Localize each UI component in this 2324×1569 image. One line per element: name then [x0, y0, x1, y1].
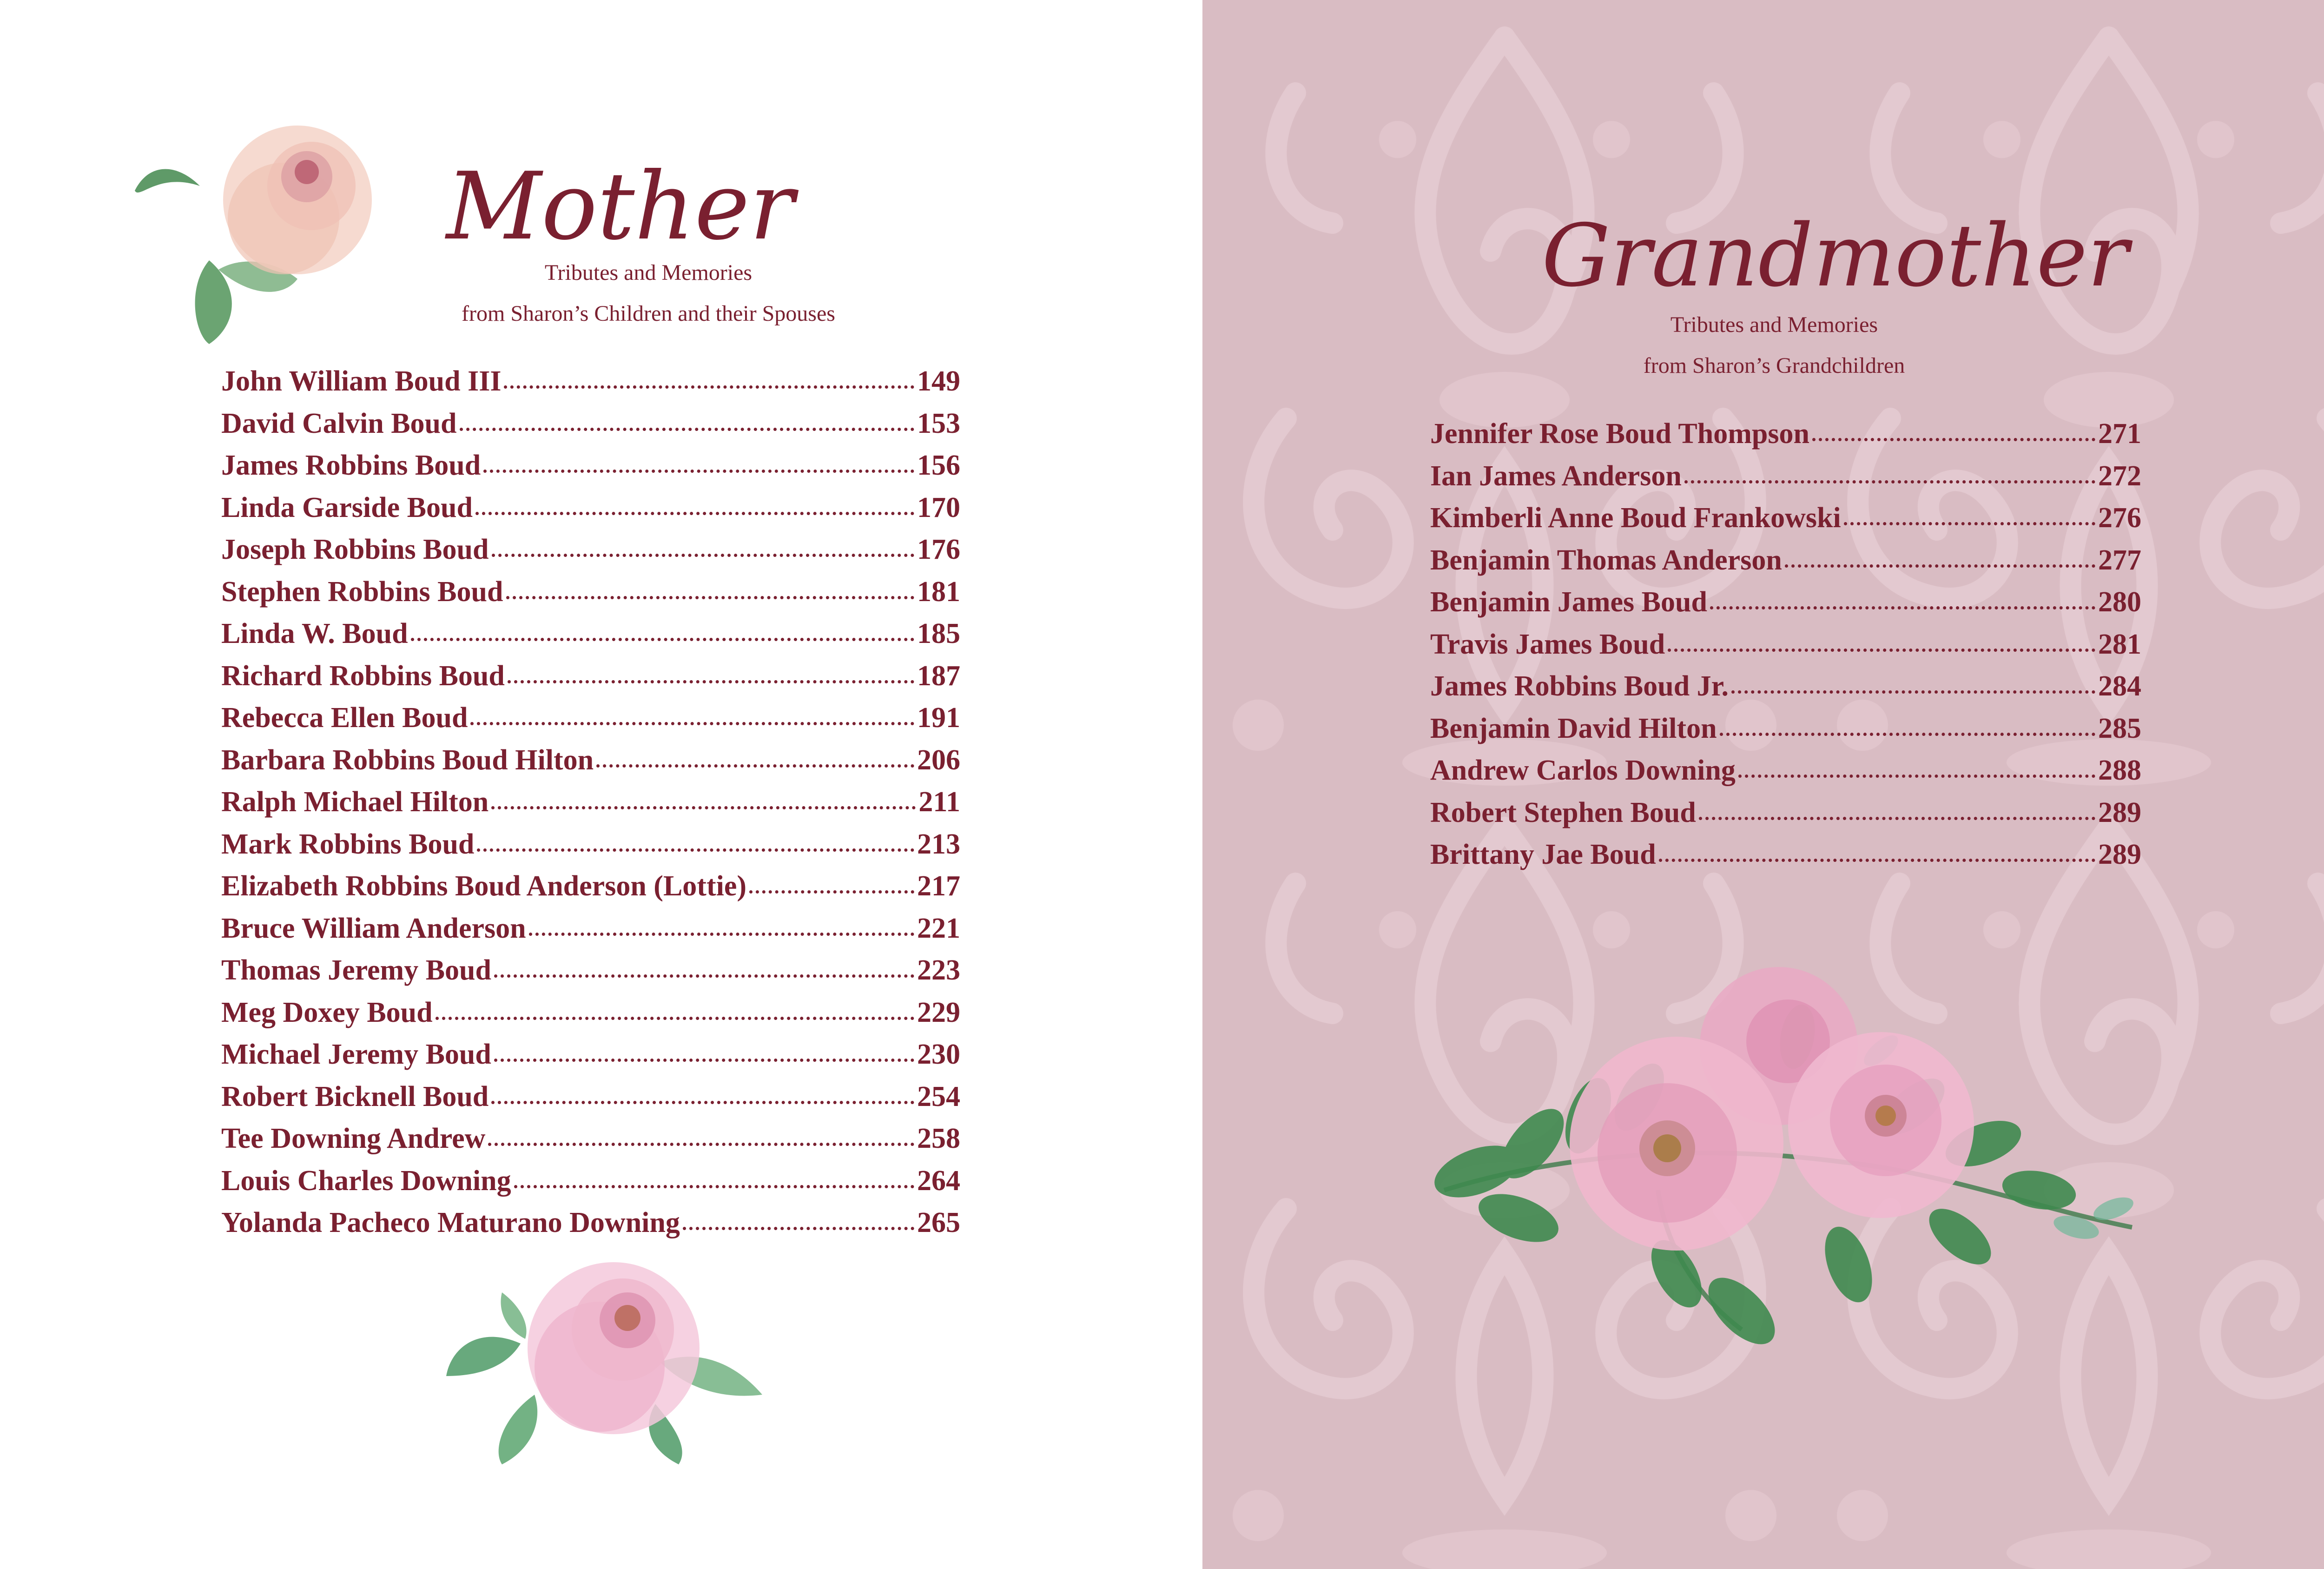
toc-entry-page-number: 149	[917, 365, 960, 397]
toc-entry-page-number: 272	[2098, 460, 2141, 492]
toc-entry	[1430, 623, 2141, 666]
toc-entry-name: Linda W. Boud	[221, 618, 408, 649]
toc-entry-page-number: 221	[917, 912, 960, 944]
toc-entry-name: Brittany Jae Boud	[1430, 839, 1656, 870]
toc-entry-page-number: 170	[917, 491, 960, 523]
toc-entry-page-number: 277	[2098, 544, 2141, 576]
toc-entry-name: David Calvin Boud	[221, 407, 457, 439]
toc-entry	[221, 1076, 960, 1118]
toc-entry	[221, 697, 960, 739]
toc-entry	[221, 360, 960, 403]
toc-entry	[221, 1160, 960, 1202]
toc-entry	[1430, 708, 2141, 750]
toc-entry-name: Elizabeth Robbins Boud Anderson (Lottie)	[221, 870, 746, 902]
toc-entry	[221, 487, 960, 529]
toc-entry-page-number: 265	[917, 1207, 960, 1238]
toc-dot-leader	[470, 722, 914, 725]
toc-entry-page-number: 153	[917, 407, 960, 439]
toc-entry	[221, 444, 960, 487]
toc-entry-name: Jennifer Rose Boud Thompson	[1430, 418, 1809, 450]
toc-entry-name: Richard Robbins Boud	[221, 660, 505, 692]
toc-entry	[1430, 455, 2141, 497]
toc-entry-name: Bruce William Anderson	[221, 912, 526, 944]
toc-entry	[221, 1033, 960, 1076]
grandmother-subtitle-line2: from Sharon’s Grandchildren	[1643, 353, 1905, 378]
toc-entry-name: Joseph Robbins Boud	[221, 534, 489, 565]
toc-entry-name: James Robbins Boud	[221, 450, 481, 481]
toc-dot-leader	[494, 1059, 914, 1062]
toc-entry-page-number: 264	[917, 1165, 960, 1197]
toc-dot-leader	[529, 933, 914, 936]
toc-entry	[1430, 497, 2141, 539]
toc-dot-leader	[1844, 522, 2095, 525]
toc-entry-name: Mark Robbins Boud	[221, 828, 475, 860]
toc-dot-leader	[491, 806, 916, 809]
toc-entry-name: Ian James Anderson	[1430, 460, 1682, 492]
toc-dot-leader	[488, 1143, 914, 1146]
toc-entry-page-number: 284	[2098, 670, 2141, 702]
toc-dot-leader	[491, 1101, 914, 1104]
toc-dot-leader	[1668, 649, 2095, 652]
toc-entry-name: Kimberli Anne Boud Frankowski	[1430, 502, 1841, 534]
toc-dot-leader	[504, 385, 914, 389]
toc-entry	[1430, 834, 2141, 876]
toc-entry	[1430, 792, 2141, 834]
toc-entry-page-number: 285	[2098, 712, 2141, 744]
toc-dot-leader	[477, 848, 914, 852]
toc-entry	[221, 403, 960, 445]
toc-entry-page-number: 289	[2098, 796, 2141, 828]
toc-entry-name: James Robbins Boud Jr.	[1430, 670, 1729, 702]
toc-dot-leader	[436, 1017, 914, 1020]
toc-entry-name: Tee Downing Andrew	[221, 1123, 486, 1154]
grandmother-contents-list	[1430, 413, 2141, 876]
toc-entry	[221, 1202, 960, 1244]
toc-dot-leader	[683, 1227, 914, 1230]
toc-entry-page-number: 156	[917, 450, 960, 481]
toc-entry	[221, 739, 960, 781]
grandmother-subtitle-line1: Tributes and Memories	[1670, 312, 1878, 337]
toc-dot-leader	[506, 596, 915, 599]
toc-entry-page-number: 206	[917, 744, 960, 776]
toc-entry	[221, 949, 960, 992]
toc-entry-name: Ralph Michael Hilton	[221, 786, 489, 818]
peach-rose-with-leaves-icon	[130, 121, 390, 353]
right-page-grandmother	[1202, 0, 2324, 1569]
toc-entry-page-number: 230	[917, 1039, 960, 1070]
toc-entry-page-number: 280	[2098, 586, 2141, 618]
toc-entry-name: Michael Jeremy Boud	[221, 1039, 491, 1070]
toc-entry-page-number: 181	[917, 576, 960, 608]
toc-dot-leader	[596, 764, 914, 768]
toc-entry	[221, 781, 960, 823]
toc-entry-name: Thomas Jeremy Boud	[221, 954, 492, 986]
toc-dot-leader	[1812, 438, 2095, 441]
toc-entry-page-number: 288	[2098, 755, 2141, 786]
toc-entry-name: Robert Stephen Boud	[1430, 796, 1696, 828]
toc-entry-name: Yolanda Pacheco Maturano Downing	[221, 1207, 680, 1238]
toc-entry-name: Andrew Carlos Downing	[1430, 755, 1736, 786]
toc-entry	[1430, 665, 2141, 708]
toc-entry-page-number: 187	[917, 660, 960, 692]
toc-entry-name: John William Boud III	[221, 365, 502, 397]
toc-dot-leader	[494, 974, 914, 978]
toc-dot-leader	[749, 890, 914, 894]
toc-dot-leader	[1738, 775, 2095, 778]
toc-entry-name: Rebecca Ellen Boud	[221, 702, 468, 734]
toc-entry-page-number: 191	[917, 702, 960, 734]
toc-entry-page-number: 276	[2098, 502, 2141, 534]
toc-dot-leader	[1684, 480, 2095, 483]
toc-entry	[221, 1118, 960, 1160]
toc-entry-name: Benjamin Thomas Anderson	[1430, 544, 1782, 576]
toc-entry-page-number: 254	[917, 1080, 960, 1112]
toc-dot-leader	[1785, 564, 2095, 568]
toc-entry-page-number: 271	[2098, 418, 2141, 450]
toc-entry	[221, 992, 960, 1034]
toc-dot-leader	[1710, 606, 2095, 609]
mother-contents-list	[221, 360, 960, 1244]
mother-subtitle-line1: Tributes and Memories	[544, 260, 753, 285]
toc-dot-leader	[508, 680, 914, 683]
toc-entry-page-number: 211	[918, 786, 960, 818]
toc-entry	[1430, 413, 2141, 455]
toc-entry	[1430, 539, 2141, 582]
toc-entry-page-number: 258	[917, 1123, 960, 1154]
toc-dot-leader	[1699, 817, 2095, 820]
toc-entry-name: Barbara Robbins Boud Hilton	[221, 744, 594, 776]
toc-dot-leader	[1659, 859, 2095, 862]
toc-entry-page-number: 223	[917, 954, 960, 986]
toc-entry	[1430, 749, 2141, 792]
toc-entry-name: Benjamin David Hilton	[1430, 712, 1717, 744]
toc-dot-leader	[492, 554, 915, 557]
toc-entry-page-number: 213	[917, 828, 960, 860]
toc-entry-name: Benjamin James Boud	[1430, 586, 1707, 618]
grandmother-title: Grandmother	[1542, 205, 2129, 306]
toc-entry-name: Linda Garside Boud	[221, 491, 473, 523]
toc-entry-name: Meg Doxey Boud	[221, 996, 433, 1028]
toc-entry-name: Stephen Robbins Boud	[221, 576, 503, 608]
toc-entry-page-number: 281	[2098, 628, 2141, 660]
toc-entry-name: Travis James Boud	[1430, 628, 1665, 660]
mother-subtitle-line2: from Sharon’s Children and their Spouses	[462, 301, 835, 326]
toc-entry	[221, 613, 960, 655]
toc-dot-leader	[475, 512, 914, 515]
toc-entry	[1430, 581, 2141, 623]
toc-entry	[221, 655, 960, 697]
toc-entry	[221, 865, 960, 907]
toc-dot-leader	[460, 428, 914, 431]
toc-dot-leader	[514, 1185, 914, 1188]
toc-entry	[221, 823, 960, 866]
toc-dot-leader	[1720, 733, 2095, 736]
toc-entry	[221, 571, 960, 613]
toc-entry-page-number: 176	[917, 534, 960, 565]
toc-entry-name: Robert Bicknell Boud	[221, 1080, 489, 1112]
toc-dot-leader	[411, 638, 914, 641]
toc-entry-page-number: 289	[2098, 839, 2141, 870]
pink-rose-bouquet-icon	[1379, 948, 2179, 1357]
toc-entry-name: Louis Charles Downing	[221, 1165, 511, 1197]
toc-dot-leader	[483, 470, 914, 473]
toc-entry	[221, 529, 960, 571]
toc-entry	[221, 907, 960, 950]
toc-entry-page-number: 217	[917, 870, 960, 902]
toc-entry-page-number: 185	[917, 618, 960, 649]
mother-title: Mother	[446, 152, 794, 261]
pink-rose-with-leaves-icon	[437, 1255, 781, 1469]
toc-dot-leader	[1731, 690, 2095, 694]
toc-entry-page-number: 229	[917, 996, 960, 1028]
